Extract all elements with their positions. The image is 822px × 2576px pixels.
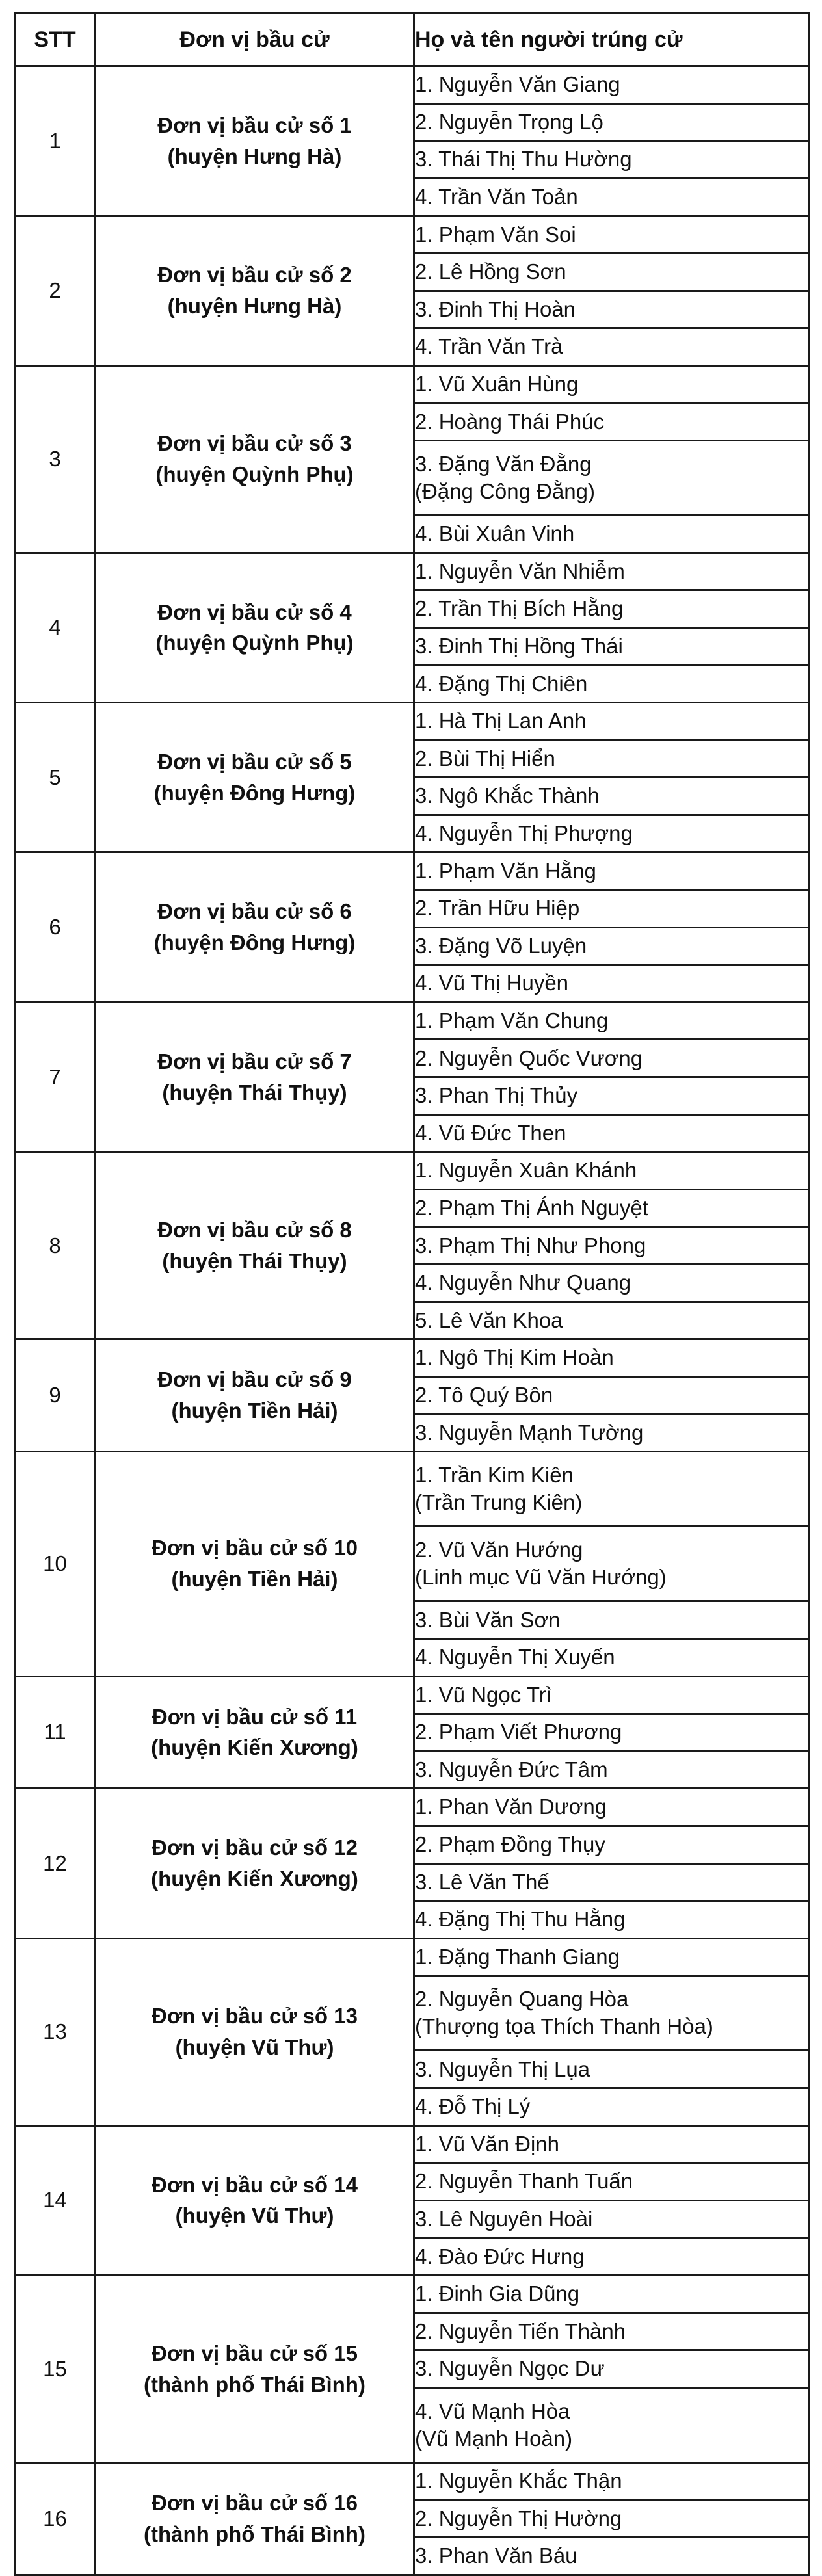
candidate-alias: (Vũ Mạnh Hoàn) [415,2426,573,2451]
candidate-name: 2. Nguyễn Trọng Lộ [415,109,603,134]
candidate-name: 1. Đặng Thanh Giang [415,1944,620,1969]
table-row [15,66,809,104]
candidate-name: 1. Phạm Văn Soi [415,222,576,246]
candidate-cell [414,2088,809,2126]
candidate-name: 1. Phan Văn Dương [415,1794,607,1819]
candidate-cell [414,291,809,328]
stt-cell: 4 [15,553,96,702]
table-row [15,216,809,254]
candidate-name: 3. Lê Văn Thế [415,1869,550,1894]
unit-name: Đơn vị bầu cử số 9 [157,1367,352,1392]
unit-cell [96,703,414,852]
unit-name: Đơn vị bầu cử số 7 [157,1049,352,1073]
candidate-name: 2. Nguyễn Thanh Tuấn [415,2169,633,2194]
candidate-alias: (Đặng Công Đằng) [415,479,595,504]
table-row [15,852,809,890]
candidate-name: 2. Phạm Viết Phương [415,1720,622,1744]
unit-district: (huyện Quỳnh Phụ) [155,462,354,487]
candidate-name: 1. Ngô Thị Kim Hoàn [415,1345,614,1370]
candidate-name: 1. Đinh Gia Dũng [415,2281,580,2306]
unit-district: (thành phố Thái Bình) [144,2521,365,2546]
table-row [15,1152,809,1190]
candidate-cell [414,440,809,515]
unit-name: Đơn vị bầu cử số 14 [152,2172,358,2197]
unit-cell [96,216,414,365]
candidate-name: 1. Nguyễn Văn Giang [415,72,620,97]
candidate-name: 1. Trần Kim Kiên [415,1462,574,1487]
candidate-cell [414,1451,809,1526]
candidate-name: 5. Lê Văn Khoa [415,1308,563,1332]
table-row [15,2276,809,2313]
unit-cell [96,1002,414,1151]
candidate-name: 4. Vũ Đức Then [415,1120,566,1145]
candidate-name: 1. Phạm Văn Hằng [415,858,596,883]
table-row [15,1676,809,1714]
candidate-cell [414,553,809,590]
unit-district: (huyện Kiến Xương) [151,1867,358,1891]
candidate-cell [414,1339,809,1377]
unit-name: Đơn vị bầu cử số 3 [157,431,352,456]
candidate-name: 2. Nguyễn Tiến Thành [415,2319,626,2343]
candidate-name: 4. Trần Văn Trà [415,334,563,359]
candidate-name: 3. Lê Nguyên Hoài [415,2207,593,2231]
unit-name: Đơn vị bầu cử số 6 [157,899,352,924]
candidate-cell [414,2163,809,2201]
candidate-name: 2. Phạm Thị Ánh Nguyệt [415,1195,648,1220]
unit-cell [96,1789,414,1938]
table-row [15,1451,809,1526]
unit-name: Đơn vị bầu cử số 10 [152,1536,358,1560]
candidate-alias: (Thượng tọa Thích Thanh Hòa) [415,2014,713,2039]
header-stt: STT [15,14,96,66]
stt-cell: 14 [15,2125,96,2275]
candidate-cell [414,778,809,815]
candidate-cell [414,2200,809,2238]
candidate-name: 2. Nguyễn Thị Hường [415,2506,622,2530]
candidate-cell [414,627,809,665]
candidate-cell [414,141,809,179]
candidate-name: 3. Phan Thị Thủy [415,1083,578,1108]
stt-cell: 8 [15,1152,96,1339]
unit-district: (huyện Tiền Hải) [171,1399,338,1423]
unit-cell [96,1451,414,1676]
candidate-cell [414,1227,809,1265]
candidate-cell [414,516,809,553]
stt-cell: 1 [15,66,96,216]
unit-district: (huyện Kiến Xương) [151,1735,358,1760]
candidate-cell [414,1189,809,1227]
stt-cell: 2 [15,216,96,365]
candidate-cell [414,1676,809,1714]
candidate-cell [414,2051,809,2088]
candidate-cell [414,1527,809,1601]
candidate-name: 4. Nguyễn Thị Xuyến [415,1645,615,1670]
candidate-cell [414,1826,809,1863]
unit-cell [96,852,414,1002]
candidate-cell [414,2125,809,2163]
unit-name: Đơn vị bầu cử số 15 [152,2341,358,2365]
candidate-name: 4. Bùi Xuân Vinh [415,521,575,546]
stt-cell: 10 [15,1451,96,1676]
unit-cell [96,2125,414,2275]
candidate-cell [414,1376,809,1414]
candidate-name: 4. Đỗ Thị Lý [415,2094,531,2119]
candidate-alias: (Linh mục Vũ Văn Hướng) [415,1565,667,1590]
candidate-cell [414,2538,809,2575]
candidate-cell [414,403,809,441]
table-row [15,1938,809,1976]
unit-cell [96,1676,414,1789]
unit-district: (huyện Đông Hưng) [153,930,356,955]
candidate-name: 3. Đinh Thị Hoàn [415,296,576,321]
unit-cell [96,1938,414,2125]
candidate-cell [414,1002,809,1040]
candidate-cell [414,1265,809,1302]
stt-cell: 11 [15,1676,96,1789]
candidate-cell [414,2350,809,2388]
table-row [15,1002,809,1040]
candidate-name: 4. Đặng Thị Thu Hằng [415,1907,626,1932]
candidate-cell [414,328,809,366]
candidate-name: 4. Nguyễn Thị Phượng [415,821,633,846]
unit-cell [96,66,414,216]
table-row [15,553,809,590]
stt-cell: 6 [15,852,96,1002]
unit-district: (huyện Vũ Thư) [175,2203,334,2228]
candidate-name: 1. Vũ Xuân Hùng [415,371,579,396]
unit-cell [96,365,414,553]
candidate-cell [414,1302,809,1339]
candidate-name: 3. Nguyễn Ngọc Dư [415,2356,605,2381]
candidate-name: 2. Tô Quý Bôn [415,1382,553,1407]
candidate-name: 1. Hà Thị Lan Anh [415,709,587,733]
candidate-cell [414,2238,809,2276]
candidate-cell [414,2313,809,2350]
candidate-name: 2. Trần Thị Bích Hằng [415,596,624,621]
candidate-cell [414,1638,809,1676]
candidate-cell [414,1601,809,1639]
stt-cell: 13 [15,1938,96,2125]
candidate-cell [414,2500,809,2538]
candidate-cell [414,1751,809,1789]
unit-district: (huyện Vũ Thư) [175,2035,334,2060]
candidate-cell [414,1976,809,2051]
unit-name: Đơn vị bầu cử số 8 [157,1217,352,1242]
candidate-name: 2. Vũ Văn Hướng [415,1538,583,1562]
unit-name: Đơn vị bầu cử số 5 [157,749,352,774]
unit-district: (huyện Thái Thụy) [162,1080,347,1105]
candidate-name: 3. Đinh Thị Hồng Thái [415,634,623,659]
candidate-cell [414,2387,809,2462]
candidate-alias: (Trần Trung Kiên) [415,1490,583,1515]
table-row [15,1339,809,1377]
candidate-cell [414,665,809,703]
candidate-cell [414,1414,809,1452]
candidate-name: 3. Đặng Võ Luyện [415,933,587,958]
candidate-name: 3. Đặng Văn Đằng [415,451,592,476]
unit-cell [96,2463,414,2575]
candidate-name: 2. Nguyễn Quang Hòa [415,1987,629,2012]
candidate-cell [414,66,809,104]
candidate-name: 3. Phạm Thị Như Phong [415,1233,646,1257]
table-row [15,703,809,741]
stt-cell: 15 [15,2276,96,2463]
unit-cell [96,2276,414,2463]
unit-district: (thành phố Thái Bình) [144,2372,365,2397]
candidate-name: 1. Nguyễn Xuân Khánh [415,1158,637,1183]
candidate-cell [414,965,809,1003]
candidate-cell [414,1863,809,1901]
candidate-cell [414,1901,809,1939]
table-row [15,2125,809,2163]
unit-name: Đơn vị bầu cử số 12 [152,1835,358,1860]
candidate-name: 4. Nguyễn Như Quang [415,1270,631,1295]
unit-district: (huyện Hưng Hà) [167,144,342,168]
candidate-name: 3. Thái Thị Thu Hường [415,147,632,172]
candidate-cell [414,216,809,254]
candidate-cell [414,1152,809,1190]
candidate-cell [414,815,809,852]
candidate-name: 4. Đào Đức Hưng [415,2244,585,2268]
candidate-cell [414,1077,809,1115]
candidate-cell [414,1789,809,1826]
stt-cell: 16 [15,2463,96,2575]
candidate-name: 2. Hoàng Thái Phúc [415,409,605,434]
stt-cell: 12 [15,1789,96,1938]
candidate-name: 4. Đặng Thị Chiên [415,671,588,696]
stt-cell: 5 [15,703,96,852]
candidate-name: 2. Trần Hữu Hiệp [415,896,580,921]
table-row [15,2463,809,2501]
candidate-name: 4. Trần Văn Toản [415,184,578,209]
candidate-name: 3. Ngô Khắc Thành [415,783,600,808]
candidate-cell [414,927,809,965]
unit-cell [96,1339,414,1452]
candidate-name: 2. Lê Hồng Sơn [415,259,566,284]
candidate-cell [414,2463,809,2501]
candidate-name: 1. Nguyễn Khắc Thận [415,2469,622,2493]
candidate-name: 2. Nguyễn Quốc Vương [415,1045,643,1070]
header-row [15,14,809,66]
candidate-name: 2. Phạm Đồng Thụy [415,1832,605,1857]
candidate-cell [414,1114,809,1152]
unit-name: Đơn vị bầu cử số 4 [157,599,352,624]
candidate-cell [414,590,809,628]
candidate-cell [414,703,809,741]
unit-name: Đơn vị bầu cử số 1 [157,112,352,137]
candidate-cell [414,178,809,216]
candidate-name: 4. Vũ Mạnh Hòa [415,2399,570,2423]
candidate-name: 1. Nguyễn Văn Nhiễm [415,559,625,583]
candidate-cell [414,890,809,928]
unit-cell [96,1152,414,1339]
unit-district: (huyện Hưng Hà) [167,294,342,319]
header-unit: Đơn vị bầu cử [96,14,414,66]
unit-name: Đơn vị bầu cử số 2 [157,263,352,287]
candidate-name: 1. Vũ Ngọc Trì [415,1682,552,1707]
unit-district: (huyện Quỳnh Phụ) [155,631,354,655]
table-row [15,1789,809,1826]
candidate-cell [414,2276,809,2313]
unit-district: (huyện Đông Hưng) [153,780,356,805]
candidate-cell [414,1714,809,1752]
candidate-cell [414,253,809,291]
unit-name: Đơn vị bầu cử số 11 [152,1704,358,1729]
candidate-name: 1. Vũ Văn Định [415,2131,559,2156]
unit-district: (huyện Thái Thụy) [162,1248,347,1273]
stt-cell: 3 [15,365,96,553]
stt-cell: 9 [15,1339,96,1452]
candidate-cell [414,103,809,141]
candidate-cell [414,1040,809,1077]
results-table [14,12,810,2576]
candidate-name: 3. Nguyễn Mạnh Tường [415,1420,644,1445]
candidate-name: 3. Nguyễn Thị Lụa [415,2057,590,2081]
table-body [15,66,809,2575]
candidate-cell [414,365,809,403]
unit-district: (huyện Tiền Hải) [171,1567,338,1592]
candidate-cell [414,852,809,890]
candidate-cell [414,740,809,778]
unit-cell [96,553,414,702]
unit-name: Đơn vị bầu cử số 13 [152,2004,358,2029]
candidate-cell [414,1938,809,1976]
candidate-name: 4. Vũ Thị Huyền [415,971,569,995]
table-row [15,365,809,403]
candidate-name: 3. Bùi Văn Sơn [415,1607,561,1632]
candidate-name: 3. Nguyễn Đức Tâm [415,1757,608,1781]
stt-cell: 7 [15,1002,96,1151]
candidate-name: 1. Phạm Văn Chung [415,1008,609,1033]
header-candidates: Họ và tên người trúng cử [414,14,809,66]
unit-name: Đơn vị bầu cử số 16 [152,2491,358,2516]
candidate-name: 3. Phan Văn Báu [415,2543,577,2568]
candidate-name: 2. Bùi Thị Hiển [415,746,555,770]
